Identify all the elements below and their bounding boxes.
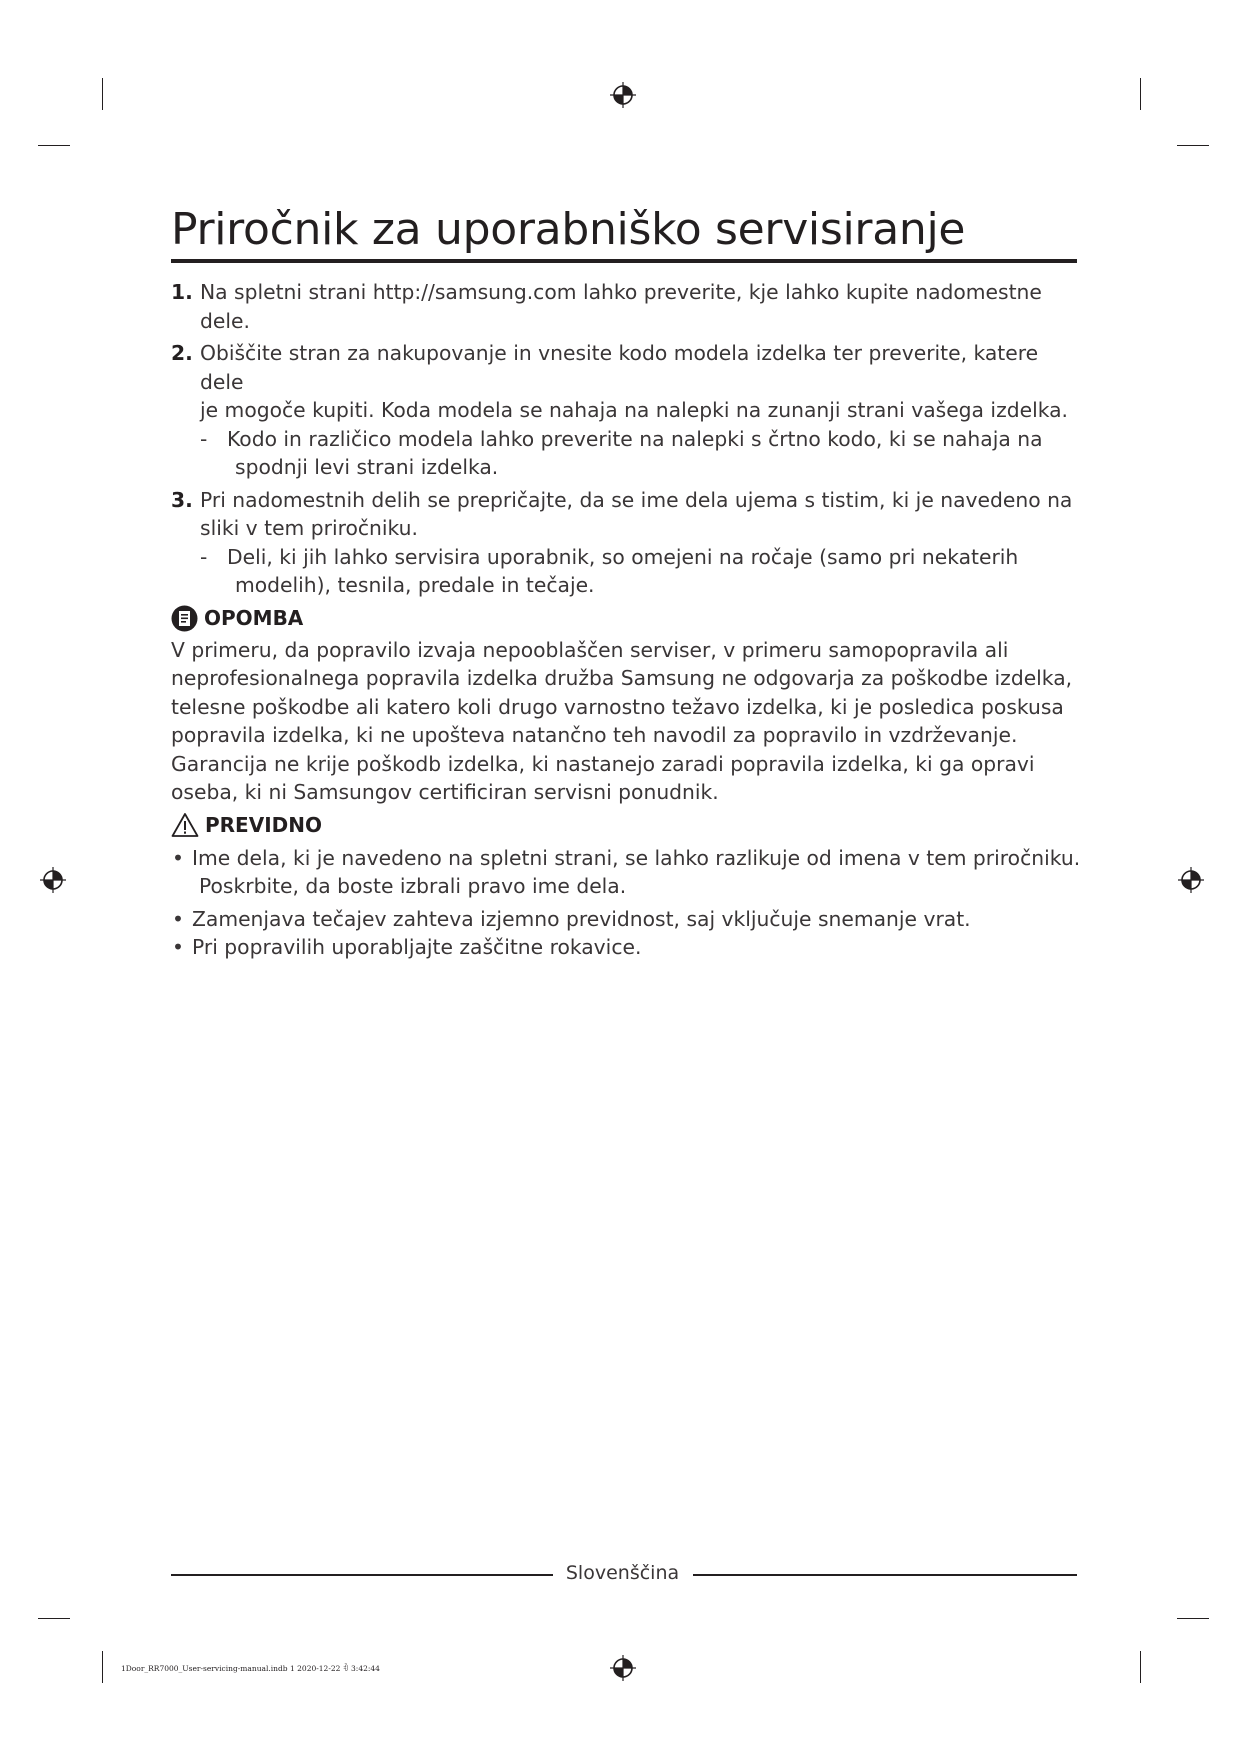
registration-mark-top-icon (610, 82, 636, 108)
dash-marker: - (200, 544, 208, 569)
bullet-marker: • (172, 845, 184, 870)
bullet-marker: • (172, 906, 184, 931)
step-3-subnote (171, 543, 1081, 600)
caution-bullet (171, 905, 1081, 934)
print-slug: 1Door_RR7000_User-servicing-manual.indb 1 2020-12-22 ꊘ 3:42:44 (121, 1664, 380, 1673)
note-icon (171, 605, 198, 632)
step-text-line: Pri nadomestnih delih se prepričajte, da se ime dela ujema s tistim, ki je navedeno na (200, 487, 1073, 512)
note-label: OPOMBA (204, 605, 304, 630)
registration-mark-right-icon (1178, 867, 1204, 893)
caution-heading (171, 809, 1081, 842)
note-line: neprofesionalnega popravila izdelka družba Samsung ne odgovarja za poškodbe izdelka, (171, 666, 1073, 690)
crop-mark-bottom-left (102, 1651, 103, 1683)
bullet-line: Zamenjava tečajev zahteva izjemno previdnost, saj vključuje snemanje vrat. (192, 906, 971, 931)
crop-mark-top-right-h (1177, 145, 1209, 146)
title-underline (171, 259, 1077, 263)
bullet-line: Ime dela, ki je navedeno na spletni strani, se lahko razlikuje od imena v tem priročniku. (192, 845, 1081, 870)
crop-mark-bottom-left-h (38, 1618, 70, 1619)
step-number: 2. (171, 341, 193, 365)
crop-mark-top-left-h (38, 145, 70, 146)
step-2-subnote (171, 425, 1081, 482)
note-line: oseba, ki ni Samsungov certificiran servisni ponudnik. (171, 780, 719, 804)
footer-language: Slovenščina (565, 1562, 680, 1584)
step-text-line: je mogoče kupiti. Koda modela se nahaja na nalepki na zunanji strani vašega izdelka. (200, 398, 1068, 422)
registration-mark-bottom-icon (610, 1655, 636, 1681)
note-heading (171, 602, 1081, 635)
bullet-marker: • (172, 935, 184, 959)
bullet-line: Pri popravilih uporabljajte zaščitne rokavice. (192, 935, 642, 959)
subnote-line: spodnji levi strani izdelka. (235, 455, 499, 479)
step-text-line: Na spletni strani http://samsung.com lahko preverite, kje lahko kupite nadomestne dele. (200, 280, 1042, 333)
step-text-line: sliki v tem priročniku. (200, 516, 418, 540)
step-number: 3. (171, 487, 193, 512)
footer-rule-left (171, 1574, 553, 1576)
caution-bullet (171, 933, 1081, 962)
crop-mark-bottom-right-h (1177, 1618, 1209, 1619)
note-paragraph (171, 636, 1081, 807)
page-title: Priročnik za uporabniško servisiranje (171, 204, 966, 255)
note-line: Garancija ne krije poškodb izdelka, ki nastanejo zaradi popravila izdelka, ki ga opravi (171, 751, 1035, 776)
step-1 (171, 278, 1081, 335)
step-2 (171, 339, 1081, 425)
note-line: V primeru, da popravilo izvaja nepooblaščen serviser, v primeru samopopravila ali (171, 637, 1009, 662)
note-line: popravila izdelka, ki ne upošteva natančno teh navodil za popravilo in vzdrževanje. (171, 723, 1018, 747)
subnote-line: modelih), tesnila, predale in tečaje. (235, 573, 595, 597)
dash-marker: - (200, 426, 208, 451)
subnote-line: Kodo in različico modela lahko preverite na nalepki s črtno kodo, ki se nahaja na (227, 426, 1043, 451)
crop-mark-top-left (102, 78, 103, 110)
footer-rule-right (693, 1574, 1077, 1576)
subnote-line: Deli, ki jih lahko servisira uporabnik, so omejeni na ročaje (samo pri nekaterih (227, 544, 1019, 569)
caution-bullet (171, 844, 1081, 901)
step-3 (171, 486, 1081, 543)
caution-label: PREVIDNO (205, 812, 322, 837)
warning-icon (171, 812, 199, 838)
page-content (171, 278, 1081, 962)
bullet-line: Poskrbite, da boste izbrali pravo ime dela. (199, 874, 627, 898)
registration-mark-left-icon (40, 867, 66, 893)
step-text-line: Obiščite stran za nakupovanje in vnesite kodo modela izdelka ter preverite, katere dele (200, 341, 1039, 394)
note-line: telesne poškodbe ali katero koli drugo varnostno težavo izdelka, ki je posledica poskusa (171, 694, 1064, 719)
crop-mark-top-right (1140, 78, 1141, 110)
step-number: 1. (171, 280, 193, 304)
crop-mark-bottom-right (1140, 1651, 1141, 1683)
